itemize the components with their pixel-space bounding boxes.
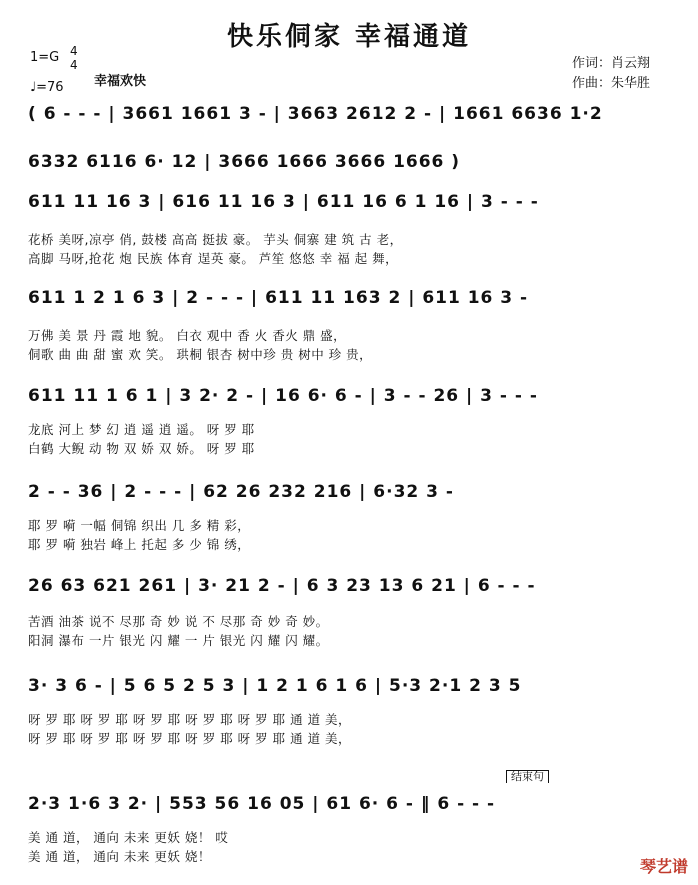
song-title: 快乐侗家 幸福通道 (226, 22, 472, 52)
lyrics-verse-1: 万佛 美 景 丹 霞 地 貌。 白衣 观中 香 火 香火 鼎 盛， (28, 328, 347, 343)
notation-line: 611 1 2 1 6 3 | 2 - - - | 611 11 163 2 | 611 16 3 - (28, 288, 529, 308)
lyrics-verse-2: 侗歌 曲 曲 甜 蜜 欢 笑。 珙桐 银杏 树中珍 贵 树中 珍 贵， (28, 347, 373, 362)
lyrics-verse-2: 阳洞 瀑布 一片 银光 闪 耀 一 片 银光 闪 耀 闪 耀。 (28, 633, 329, 648)
notation-line: 3· 3 6 - | 5 6 5 2 5 3 | 1 2 1 6 1 6 | 5·3 2·1 2 3 5 (28, 676, 522, 696)
notation-line: 2 - - 36 | 2 - - - | 62 26 232 216 | 6·32 3 - (28, 482, 454, 502)
lyrics-verse-2: 呀 罗 耶 呀 罗 耶 呀 罗 耶 呀 罗 耶 呀 罗 耶 通 道 美， (28, 731, 352, 746)
lyrics-verse-2: 美 通 道， 通向 未来 更妖 娆！ (28, 849, 211, 864)
notation-line: 611 11 16 3 | 616 11 16 3 | 611 16 6 1 16 | 3 - - - (28, 192, 539, 212)
notation-line: 611 11 1 6 1 | 3 2· 2 - | 16 6· 6 - | 3 - - 26 | 3 - - - (28, 386, 538, 406)
tempo-mark: ♩=76 (30, 80, 64, 95)
lyrics-verse-1: 美 通 道， 通向 未来 更妖 娆！ 哎 (28, 830, 229, 845)
lyrics-verse-1: 龙底 河上 梦 幻 逍 遥 逍 遥。 呀 罗 耶 (28, 422, 255, 437)
watermark-logo: 琴艺谱 (639, 857, 688, 876)
notation-line: 2·3 1·6 3 2· | 553 56 16 05 | 61 6· 6 - ‖ 6 - - - (28, 794, 496, 814)
notation-line: 26 63 621 261 | 3· 21 2 - | 6 3 23 13 6 21 | 6 - - - (28, 576, 536, 596)
notation-line: 6332 6116 6· 12 | 3666 1666 3666 1666 ) (28, 152, 461, 172)
lyricist-credit: 作词：肖云翔 (572, 56, 651, 71)
expression-mark: 幸福欢快 (94, 74, 147, 89)
time-signature-bottom: 4 (70, 58, 78, 72)
notation-line: ( 6 - - - | 3661 1661 3 - | 3663 2612 2 - | 1661 6636 1·2 (28, 104, 603, 124)
lyrics-verse-1: 苦酒 油茶 说不 尽那 奇 妙 说 不 尽那 奇 妙 奇 妙。 (28, 614, 329, 629)
composer-credit: 作曲：朱华胜 (572, 76, 651, 91)
lyrics-verse-1: 呀 罗 耶 呀 罗 耶 呀 罗 耶 呀 罗 耶 呀 罗 耶 通 道 美， (28, 712, 352, 727)
lyrics-verse-2: 白鹤 大鲵 动 物 双 娇 双 娇。 呀 罗 耶 (28, 441, 255, 456)
time-signature-top: 4 (70, 44, 78, 58)
lyrics-verse-2: 高脚 马呀,抢花 炮 民族 体育 逞英 豪。 芦笙 悠悠 幸 福 起 舞， (28, 251, 399, 266)
lyrics-verse-1: 花桥 美呀,凉亭 俏, 鼓楼 高高 挺拔 豪。 芋头 侗寨 建 筑 古 老， (28, 232, 403, 247)
ending-label: 结束句 (506, 770, 549, 783)
key-signature: 1=G (30, 50, 60, 65)
lyrics-verse-2: 耶 罗 嗬 独岩 峰上 托起 多 少 锦 绣， (28, 537, 251, 552)
lyrics-verse-1: 耶 罗 嗬 一幅 侗锦 织出 几 多 精 彩， (28, 518, 251, 533)
